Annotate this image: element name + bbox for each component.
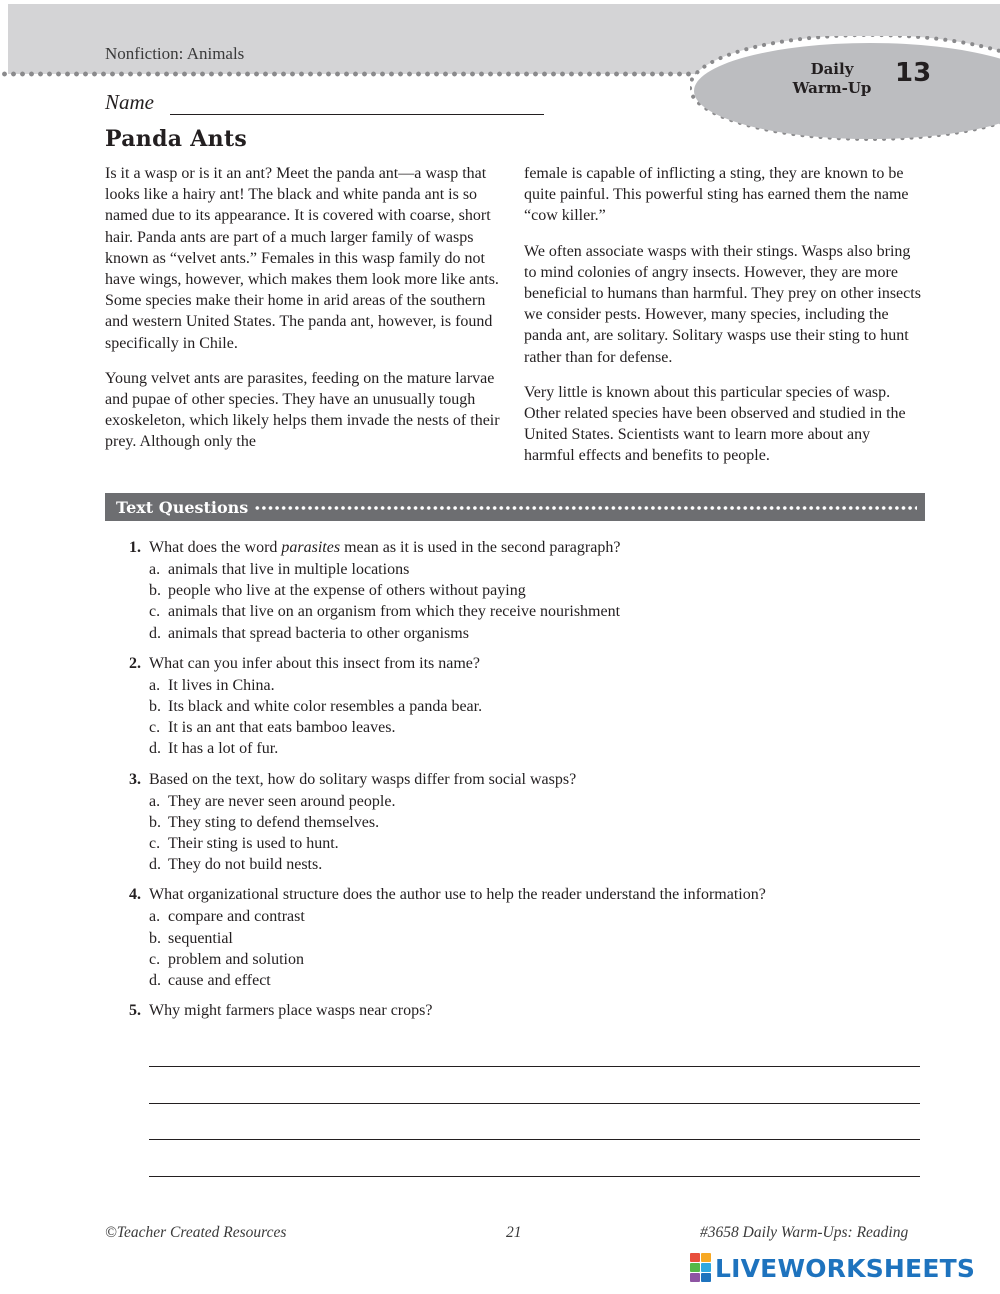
question-4 [120, 884, 920, 991]
answer-option[interactable]: a. They are never seen around people. [149, 792, 396, 810]
passage-right-column [524, 163, 924, 481]
dotted-leader [254, 504, 917, 512]
footer-publisher: ©Teacher Created Resources [105, 1224, 287, 1241]
question-number: 3. [129, 770, 141, 788]
answer-line[interactable] [149, 1067, 920, 1104]
question-text: Why might farmers place wasps near crops? [149, 1002, 433, 1020]
text-questions-bar [105, 493, 925, 521]
question-number: 1. [129, 539, 141, 556]
liveworksheets-logo [690, 1253, 975, 1283]
badge-label: Daily Warm-Up [792, 60, 872, 97]
name-input-line[interactable] [170, 114, 544, 115]
answer-option[interactable]: a. compare and contrast [149, 908, 305, 926]
passage-paragraph: Young velvet ants are parasites, feeding on the mature larvae and pupae of other species. They have an unusually tough exoskeleton, which likely helps them invade the nests of their prey. Although only the [105, 369, 500, 451]
answer-option[interactable]: d. They do not build nests. [149, 856, 323, 874]
answer-line[interactable] [149, 1104, 920, 1141]
answer-option[interactable]: c. animals that live on an organism from which they receive nourishment [149, 603, 621, 621]
answer-option[interactable]: c. It is an ant that eats bamboo leaves. [149, 719, 396, 737]
answer-option[interactable]: d. cause and effect [149, 972, 271, 990]
answer-option[interactable]: b. Its black and white color resembles a panda bear. [149, 698, 483, 716]
passage-paragraph: Is it a wasp or is it an ant? Meet the panda ant—a wasp that looks like a hairy ant! The black and white panda ant is so named due to its appearance. It is covered with coarse, short hair. Panda ants are part of a much larger family of wasps known as “velvet ants.” Females in this wasp family do not have wings, however, which makes them look more like ants. Some species make their home in arid areas of the southern and western United States. The panda ant, however, is found specifically in Chile. [105, 165, 499, 352]
answer-option[interactable]: d. It has a lot of fur. [149, 740, 279, 758]
answer-option[interactable]: b. sequential [149, 929, 233, 947]
question-number: 5. [129, 1002, 141, 1020]
passage-paragraph: We often associate wasps with their stings. Wasps also bring to mind colonies of angry insects. However, they are more beneficial to humans than harmful. They prey on other insects we consider pests. However, many species, including the panda ant, are solitary. Solitary wasps use their sting to hunt rather than for defense. [524, 242, 921, 366]
answer-option[interactable]: a. It lives in China. [149, 676, 275, 694]
answer-option[interactable]: d. animals that spread bacteria to other organisms [149, 624, 469, 642]
question-list [120, 537, 920, 1031]
header-dotted-rule [0, 70, 720, 78]
question-number: 4. [129, 886, 141, 904]
question-number: 2. [129, 654, 141, 672]
answer-option[interactable]: b. They sting to defend themselves. [149, 813, 380, 831]
passage-paragraph: Very little is known about this particular species of wasp. Other related species have been observed and studied in the United States. Scientists want to learn more about any harmful effects and benefits to people. [524, 383, 906, 465]
question-5 [120, 1000, 920, 1022]
answer-line[interactable] [149, 1140, 920, 1177]
question-3 [120, 769, 920, 876]
question-1 [120, 537, 920, 644]
page-title: Panda Ants [105, 126, 248, 152]
liveworksheets-logo-icon [690, 1253, 712, 1283]
footer-book-title: #3658 Daily Warm-Ups: Reading [700, 1224, 909, 1241]
warm-up-number: 13 [895, 58, 932, 88]
question-2 [120, 653, 920, 760]
question-text: What can you infer about this insect from its name? [149, 654, 481, 672]
passage-paragraph: female is capable of inflicting a sting, they are known to be quite painful. This powerful sting has earned them the name “cow killer.” [524, 165, 909, 225]
answer-option[interactable]: a. animals that live in multiple locations [149, 561, 410, 578]
answer-option[interactable]: b. people who live at the expense of others without paying [149, 582, 526, 600]
answer-writing-area[interactable] [149, 1066, 920, 1177]
answer-option[interactable]: c. Their sting is used to hunt. [149, 835, 339, 853]
answer-option[interactable]: c. problem and solution [149, 950, 304, 968]
name-label: Name [105, 90, 154, 114]
page-number: 21 [506, 1224, 522, 1241]
question-text: What does the word parasites mean as it is used in the second paragraph? [149, 539, 621, 556]
passage-left-column [105, 163, 501, 467]
liveworksheets-wordmark: LIVEWORKSHEETS [715, 1253, 976, 1283]
text-questions-heading: Text Questions [116, 497, 249, 517]
question-text: Based on the text, how do solitary wasps differ from social wasps? [149, 770, 577, 788]
section-label: Nonfiction: Animals [105, 44, 245, 63]
question-text: What organizational structure does the author use to help the reader understand the information? [149, 886, 766, 904]
